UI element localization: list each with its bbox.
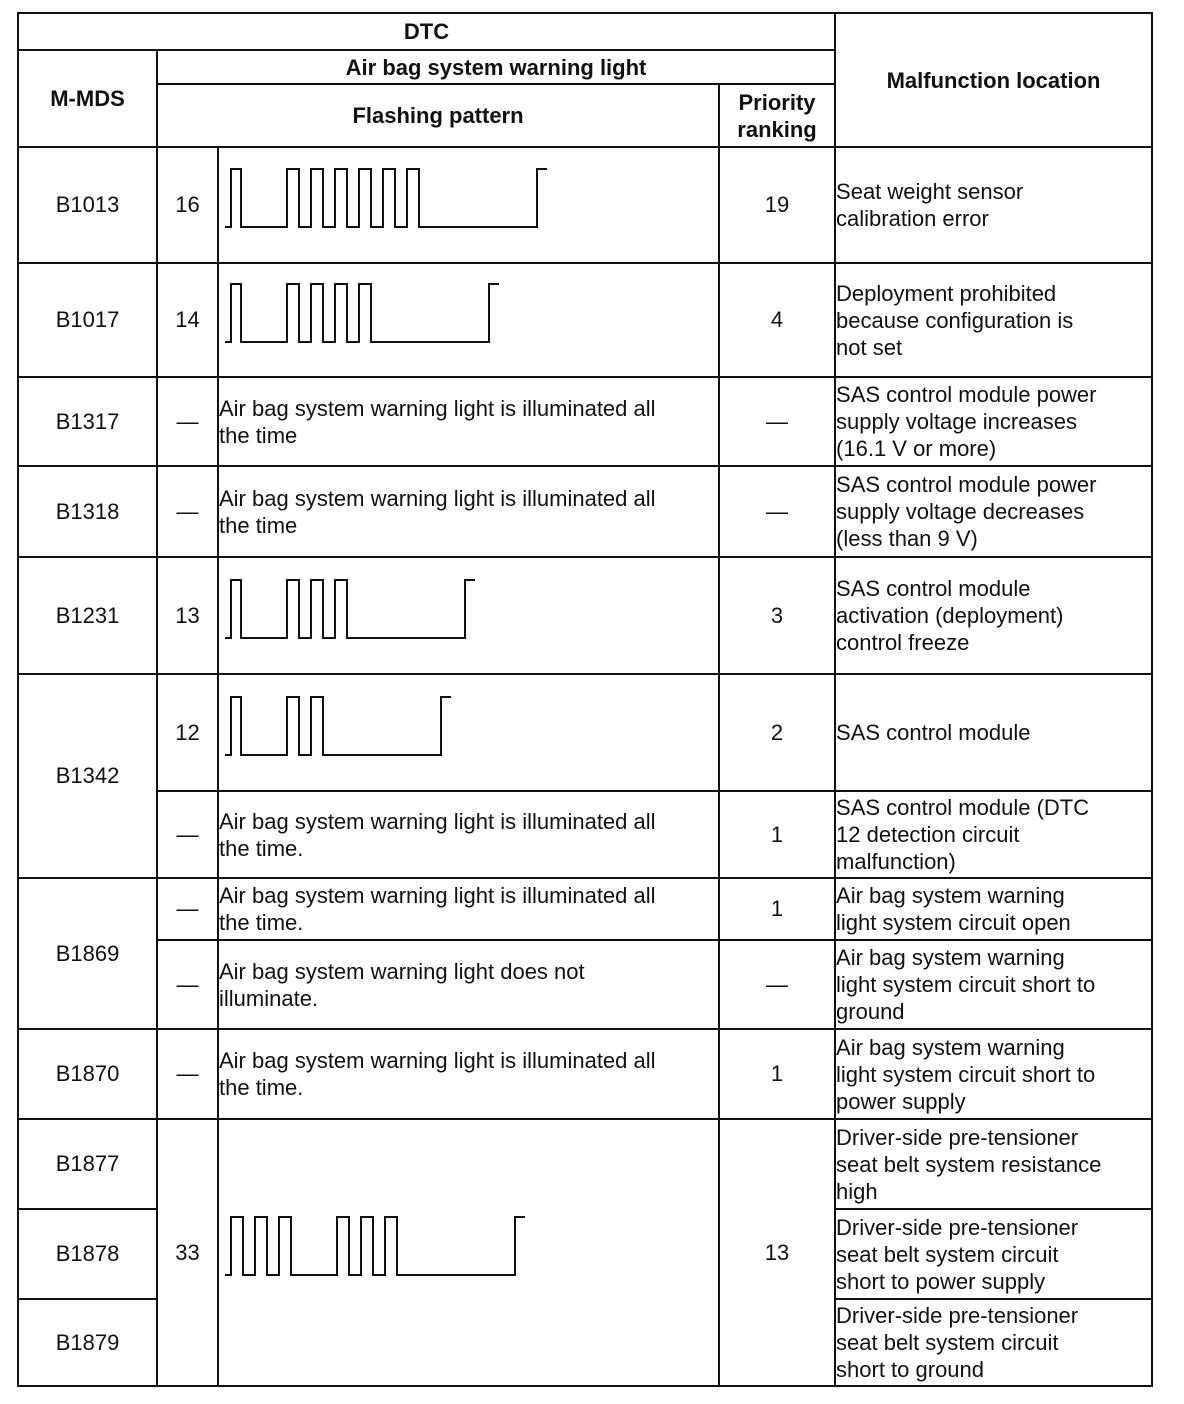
- waveform-line: [225, 1217, 525, 1275]
- flash-count: —: [157, 791, 218, 878]
- flashing-pattern-cell: [218, 557, 719, 674]
- flashing-pattern-cell: [218, 1119, 719, 1386]
- desc-line: the time: [219, 422, 298, 448]
- malfunction-location: [835, 377, 1152, 466]
- loc-line: Air bag system warning: [836, 1034, 1065, 1060]
- flash-count: —: [157, 878, 218, 940]
- loc-line: SAS control module: [836, 576, 1031, 601]
- header-warning-light: Air bag system warning light: [157, 50, 835, 84]
- waveform-line: [225, 580, 475, 638]
- flash-count: —: [157, 377, 218, 466]
- malfunction-location: [835, 674, 1152, 791]
- table-row: [18, 674, 1152, 791]
- dtc-code: B1870: [18, 1029, 157, 1119]
- loc-line: supply voltage increases: [836, 409, 1077, 434]
- desc-line: illuminate.: [219, 985, 319, 1011]
- malfunction-location: [835, 263, 1152, 377]
- table-row: [18, 878, 1152, 940]
- loc-line: SAS control module power: [836, 472, 1097, 497]
- priority-ranking: 2: [719, 674, 835, 791]
- loc-line: malfunction): [836, 849, 956, 874]
- malfunction-location: [835, 557, 1152, 674]
- header-priority-ranking: [719, 84, 835, 147]
- loc-line: SAS control module power: [836, 382, 1097, 407]
- waveform-line: [225, 284, 499, 342]
- loc-line: control freeze: [836, 630, 970, 655]
- flashing-pattern-waveform: [219, 566, 699, 666]
- flashing-description: [218, 878, 719, 940]
- dtc-code: B1231: [18, 557, 157, 674]
- malfunction-location: [835, 940, 1152, 1029]
- table-row: [18, 557, 1152, 674]
- priority-ranking: 19: [719, 147, 835, 263]
- malfunction-location: [835, 791, 1152, 878]
- table-row: [18, 147, 1152, 263]
- flashing-description: [218, 791, 719, 878]
- table-row: [18, 466, 1152, 557]
- flash-count: 12: [157, 674, 218, 791]
- priority-ranking: 3: [719, 557, 835, 674]
- header-flashing-pattern: Flashing pattern: [157, 84, 719, 147]
- flash-count: 14: [157, 263, 218, 377]
- waveform-line: [225, 697, 451, 755]
- dtc-code: B1342: [18, 674, 157, 878]
- loc-line: short to power supply: [836, 1268, 1046, 1294]
- table-row: [18, 377, 1152, 466]
- loc-line: ground: [836, 999, 905, 1024]
- loc-line: Driver-side pre-tensioner: [836, 1214, 1079, 1240]
- loc-line: not set: [836, 334, 903, 360]
- flashing-pattern-cell: [218, 263, 719, 377]
- table-row: [18, 791, 1152, 878]
- malfunction-location: [835, 1209, 1152, 1299]
- priority-ranking: 4: [719, 263, 835, 377]
- loc-line: (16.1 V or more): [836, 436, 997, 461]
- loc-line: calibration error: [836, 206, 989, 231]
- desc-line: Air bag system warning light is illuminated all: [219, 395, 656, 421]
- loc-line: Driver-side pre-tensioner: [836, 1124, 1079, 1150]
- malfunction-location: [835, 1299, 1152, 1386]
- loc-line: 12 detection circuit: [836, 822, 1020, 847]
- loc-line: short to ground: [836, 1357, 985, 1382]
- loc-line: light system circuit short to: [836, 972, 1096, 997]
- loc-line: because configuration is: [836, 307, 1074, 333]
- priority-ranking: 1: [719, 791, 835, 878]
- loc-line: light system circuit open: [836, 910, 1071, 935]
- header-malfunction-location: Malfunction location: [835, 13, 1152, 147]
- loc-line: power supply: [836, 1088, 966, 1114]
- dtc-code: B1318: [18, 466, 157, 557]
- loc-line: seat belt system resistance: [836, 1151, 1102, 1177]
- loc-line: seat belt system circuit: [836, 1330, 1059, 1355]
- loc-line: SAS control module: [836, 720, 1031, 745]
- loc-line: activation (deployment): [836, 603, 1064, 628]
- dtc-code: B1017: [18, 263, 157, 377]
- waveform-line: [225, 169, 547, 227]
- malfunction-location: [835, 1029, 1152, 1119]
- dtc-code: B1879: [18, 1299, 157, 1386]
- dtc-code: B1878: [18, 1209, 157, 1299]
- loc-line: Driver-side pre-tensioner: [836, 1303, 1079, 1328]
- table-row: [18, 1119, 1152, 1209]
- malfunction-location: [835, 466, 1152, 557]
- loc-line: seat belt system circuit: [836, 1241, 1059, 1267]
- flashing-description: [218, 1029, 719, 1119]
- flashing-description: [218, 466, 719, 557]
- dtc-table: [17, 12, 1153, 1387]
- priority-ranking: —: [719, 377, 835, 466]
- desc-line: the time.: [219, 910, 304, 935]
- dtc-code: B1013: [18, 147, 157, 263]
- flashing-pattern-waveform: [219, 155, 699, 255]
- loc-line: Air bag system warning: [836, 945, 1065, 970]
- flash-count: —: [157, 466, 218, 557]
- header-priority-line1: Priority: [738, 89, 816, 115]
- flashing-pattern-cell: [218, 147, 719, 263]
- flash-count: —: [157, 1029, 218, 1119]
- priority-ranking: 1: [719, 878, 835, 940]
- table-row: [18, 1029, 1152, 1119]
- table-row: [18, 940, 1152, 1029]
- malfunction-location: [835, 147, 1152, 263]
- desc-line: the time: [219, 512, 298, 538]
- desc-line: the time.: [219, 1075, 304, 1100]
- loc-line: Seat weight sensor: [836, 179, 1024, 204]
- desc-line: Air bag system warning light is illuminated all: [219, 808, 656, 834]
- flashing-description: [218, 377, 719, 466]
- priority-ranking: —: [719, 940, 835, 1029]
- malfunction-location: [835, 1119, 1152, 1209]
- dtc-code: B1317: [18, 377, 157, 466]
- flashing-pattern-cell: [218, 674, 719, 791]
- loc-line: (less than 9 V): [836, 526, 978, 551]
- loc-line: SAS control module (DTC: [836, 795, 1090, 820]
- loc-line: Deployment prohibited: [836, 280, 1057, 306]
- priority-ranking: 13: [719, 1119, 835, 1386]
- dtc-code: B1869: [18, 878, 157, 1029]
- loc-line: Air bag system warning: [836, 883, 1065, 908]
- header-mmds: M-MDS: [18, 50, 157, 147]
- malfunction-location: [835, 878, 1152, 940]
- flash-count: 13: [157, 557, 218, 674]
- desc-line: Air bag system warning light is illuminated all: [219, 1048, 656, 1073]
- flashing-pattern-waveform: [219, 1203, 699, 1303]
- loc-line: high: [836, 1178, 878, 1204]
- flashing-description: [218, 940, 719, 1029]
- header-priority-line2: ranking: [737, 116, 817, 142]
- priority-ranking: —: [719, 466, 835, 557]
- desc-line: Air bag system warning light does not: [219, 958, 585, 984]
- flash-count: 16: [157, 147, 218, 263]
- dtc-code: B1877: [18, 1119, 157, 1209]
- loc-line: supply voltage decreases: [836, 499, 1085, 524]
- flash-count: 33: [157, 1119, 218, 1386]
- desc-line: Air bag system warning light is illuminated all: [219, 485, 656, 511]
- flashing-pattern-waveform: [219, 270, 699, 370]
- flashing-pattern-waveform: [219, 683, 699, 783]
- desc-line: the time.: [219, 835, 304, 861]
- priority-ranking: 1: [719, 1029, 835, 1119]
- loc-line: light system circuit short to: [836, 1061, 1096, 1087]
- desc-line: Air bag system warning light is illuminated all: [219, 883, 656, 908]
- flash-count: —: [157, 940, 218, 1029]
- header-dtc: DTC: [18, 13, 835, 50]
- table-row: [18, 263, 1152, 377]
